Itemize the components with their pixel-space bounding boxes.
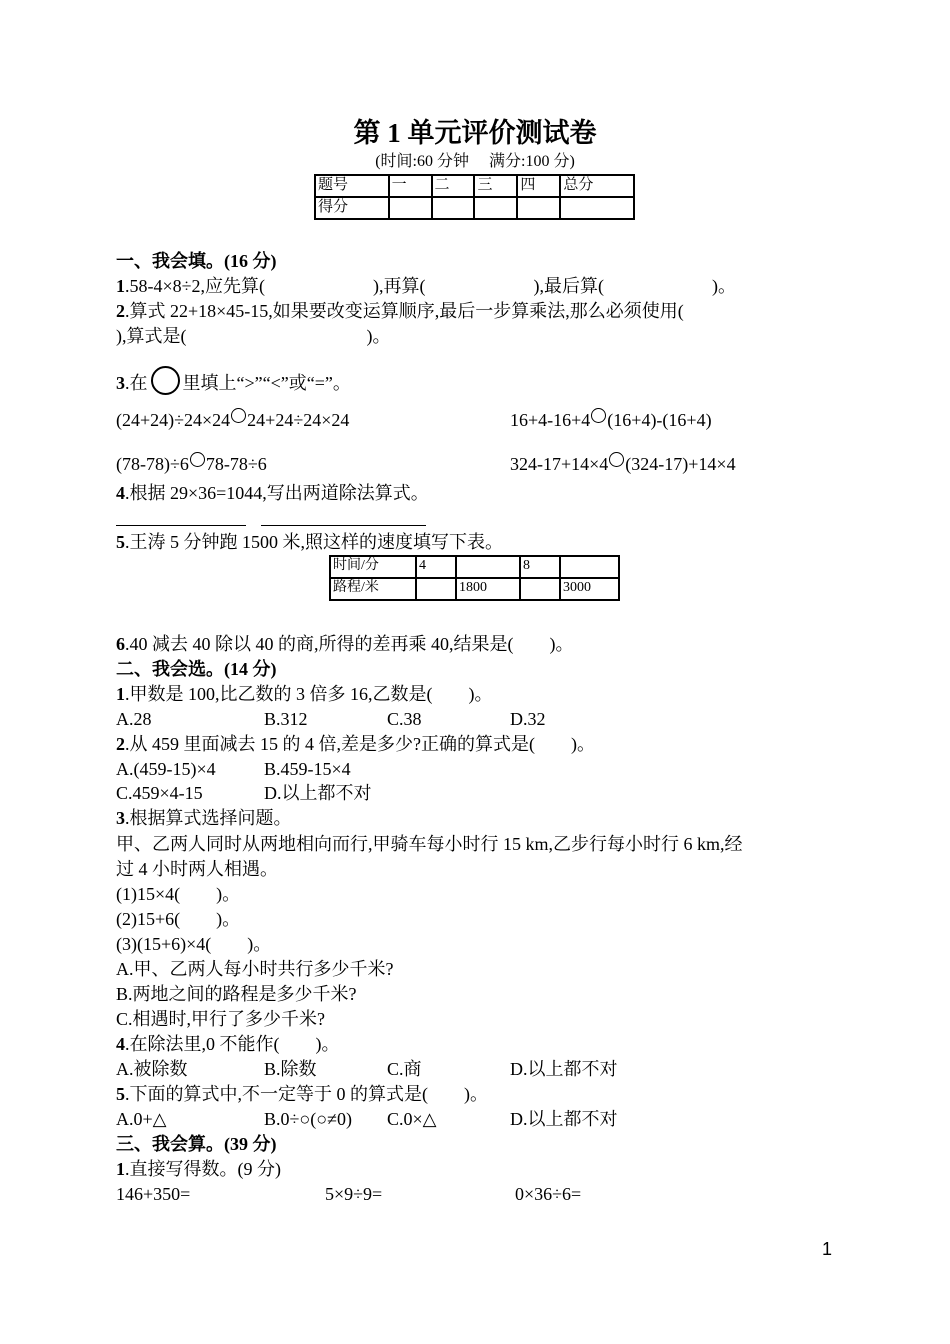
question-text: .下面的算式中,不一定等于 0 的算式是( )。 xyxy=(125,1084,488,1104)
question-text: .根据 29×36=1044,写出两道除法算式。 xyxy=(125,483,429,503)
speed-table-cell[interactable] xyxy=(560,556,619,578)
option[interactable]: C.0×△ xyxy=(387,1109,437,1129)
s1-question-4 xyxy=(116,481,429,505)
s2-question-5 xyxy=(116,1082,488,1106)
option[interactable]: D.以上都不对 xyxy=(510,1059,618,1079)
question-number: 6 xyxy=(116,634,125,654)
option[interactable]: D.以上都不对 xyxy=(510,1109,618,1129)
s2-question-3 xyxy=(116,806,292,830)
sub-question: (1)15×4( )。 xyxy=(116,884,241,904)
speed-table-cell[interactable] xyxy=(416,578,456,600)
score-table-cell: 得分 xyxy=(315,197,389,219)
speed-table-cell: 3000 xyxy=(560,578,619,600)
speed-table xyxy=(329,555,620,601)
expr-right: (16+4)-(16+4) xyxy=(607,410,712,430)
question-number: 3 xyxy=(116,808,125,828)
option[interactable]: A.被除数 xyxy=(116,1059,188,1079)
option[interactable]: B.0÷○(○≠0) xyxy=(264,1109,352,1129)
section2-heading: 二、我会选。(14 分) xyxy=(116,659,277,679)
story-text: 过 4 小时两人相遇。 xyxy=(116,859,278,879)
expr-right: 24+24÷24×24 xyxy=(247,410,350,430)
score-table xyxy=(314,174,635,220)
speed-table-cell: 1800 xyxy=(456,578,520,600)
score-table-cell: 一 xyxy=(389,175,432,197)
s1-question-2-cont: ),算式是( )。 xyxy=(116,326,391,346)
expr-right: (324-17)+14×4 xyxy=(625,454,736,474)
page-number: 1 xyxy=(822,1239,833,1259)
s1-question-1 xyxy=(116,274,736,298)
question-text: .王涛 5 分钟跑 1500 米,照这样的速度填写下表。 xyxy=(125,532,503,552)
s1-question-3 xyxy=(116,366,351,395)
compare-expression-4 xyxy=(510,452,736,476)
sub-question: (2)15+6( )。 xyxy=(116,909,241,929)
story-text: 甲、乙两人同时从两地相向而行,甲骑车每小时行 15 km,乙步行每小时行 6 km,经 xyxy=(116,834,743,854)
option[interactable]: A.28 xyxy=(116,709,152,729)
expr-left: (78-78)÷6 xyxy=(116,454,189,474)
expr-left: 16+4-16+4 xyxy=(510,410,591,430)
section3-heading: 三、我会算。(39 分) xyxy=(116,1134,277,1154)
option[interactable]: D.32 xyxy=(510,709,546,729)
option[interactable]: C.商 xyxy=(387,1059,422,1079)
score-table-cell: 四 xyxy=(517,175,560,197)
page-title: 第 1 单元评价测试卷 xyxy=(353,118,597,148)
option[interactable]: A.(459-15)×4 xyxy=(116,759,216,779)
score-table-cell: 题号 xyxy=(315,175,389,197)
score-input-cell[interactable] xyxy=(517,197,560,219)
question-number: 1 xyxy=(116,684,125,704)
question-text: .算式 22+18×45-15,如果要改变运算顺序,最后一步算乘法,那么必须使用( xyxy=(125,301,684,321)
calc-item: 146+350= xyxy=(116,1184,191,1204)
circle-icon xyxy=(151,366,180,395)
question-text: .在 xyxy=(125,373,148,393)
question-number: 2 xyxy=(116,301,125,321)
option[interactable]: A.0+△ xyxy=(116,1109,167,1129)
s2-question-2 xyxy=(116,732,595,756)
speed-table-cell[interactable] xyxy=(520,578,560,600)
speed-table-cell: 路程/米 xyxy=(330,578,416,600)
speed-table-cell: 8 xyxy=(520,556,560,578)
compare-circle-icon[interactable] xyxy=(190,452,205,467)
compare-circle-icon[interactable] xyxy=(591,408,606,423)
option[interactable]: B.除数 xyxy=(264,1059,317,1079)
question-text: .甲数是 100,比乙数的 3 倍多 16,乙数是( )。 xyxy=(125,684,493,704)
score-input-cell[interactable] xyxy=(560,197,634,219)
question-text: 里填上“>”“<”或“=”。 xyxy=(182,373,351,393)
s2-question-4 xyxy=(116,1032,340,1056)
score-input-cell[interactable] xyxy=(474,197,517,219)
compare-circle-icon[interactable] xyxy=(609,452,624,467)
question-number: 4 xyxy=(116,1034,125,1054)
option[interactable]: B.两地之间的路程是多少千米? xyxy=(116,984,357,1004)
answer-blank-2[interactable] xyxy=(261,525,426,526)
speed-table-cell: 4 xyxy=(416,556,456,578)
option[interactable]: A.甲、乙两人每小时共行多少千米? xyxy=(116,959,394,979)
s1-question-5 xyxy=(116,530,503,554)
expr-right: 78-78÷6 xyxy=(205,454,267,474)
s2-question-1 xyxy=(116,682,493,706)
question-text: .直接写得数。(9 分) xyxy=(125,1159,281,1179)
section1-heading: 一、我会填。(16 分) xyxy=(116,251,277,271)
s1-question-2 xyxy=(116,299,684,323)
compare-circle-icon[interactable] xyxy=(231,408,246,423)
exam-subtitle: (时间:60 分钟 满分:100 分) xyxy=(375,153,575,170)
question-text: .根据算式选择问题。 xyxy=(125,808,292,828)
question-number: 3 xyxy=(116,373,125,393)
expr-left: 324-17+14×4 xyxy=(510,454,609,474)
option[interactable]: B.459-15×4 xyxy=(264,759,351,779)
calc-item: 5×9÷9= xyxy=(325,1184,383,1204)
expr-left: (24+24)÷24×24 xyxy=(116,410,231,430)
speed-table-cell[interactable] xyxy=(456,556,520,578)
question-number: 5 xyxy=(116,1084,125,1104)
question-text: .从 459 里面减去 15 的 4 倍,差是多少?正确的算式是( )。 xyxy=(125,734,595,754)
score-table-cell: 总分 xyxy=(560,175,634,197)
question-number: 5 xyxy=(116,532,125,552)
score-input-cell[interactable] xyxy=(389,197,432,219)
option[interactable]: B.312 xyxy=(264,709,308,729)
compare-expression-2 xyxy=(510,408,712,432)
question-number: 1 xyxy=(116,1159,125,1179)
calc-item: 0×36÷6= xyxy=(515,1184,582,1204)
question-text: .58-4×8÷2,应先算( ),再算( ),最后算( )。 xyxy=(125,276,736,296)
speed-table-row-time xyxy=(330,556,619,578)
score-table-cell: 三 xyxy=(474,175,517,197)
speed-table-row-distance xyxy=(330,578,619,600)
compare-expression-1 xyxy=(116,408,349,432)
answer-blank-1[interactable] xyxy=(116,525,246,526)
question-number: 4 xyxy=(116,483,125,503)
s1-question-6 xyxy=(116,632,574,656)
question-text: .40 减去 40 除以 40 的商,所得的差再乘 40,结果是( )。 xyxy=(125,634,574,654)
option[interactable]: C.38 xyxy=(387,709,422,729)
question-number: 1 xyxy=(116,276,125,296)
option[interactable]: C.459×4-15 xyxy=(116,783,203,803)
score-table-score-row xyxy=(315,197,634,219)
s3-question-1 xyxy=(116,1157,281,1181)
compare-expression-3 xyxy=(116,452,267,476)
question-text: .在除法里,0 不能作( )。 xyxy=(125,1034,340,1054)
option[interactable]: C.相遇时,甲行了多少千米? xyxy=(116,1009,325,1029)
score-table-cell: 二 xyxy=(432,175,475,197)
score-table-header-row xyxy=(315,175,634,197)
speed-table-cell: 时间/分 xyxy=(330,556,416,578)
question-number: 2 xyxy=(116,734,125,754)
option[interactable]: D.以上都不对 xyxy=(264,783,372,803)
score-input-cell[interactable] xyxy=(432,197,475,219)
sub-question: (3)(15+6)×4( )。 xyxy=(116,934,272,954)
